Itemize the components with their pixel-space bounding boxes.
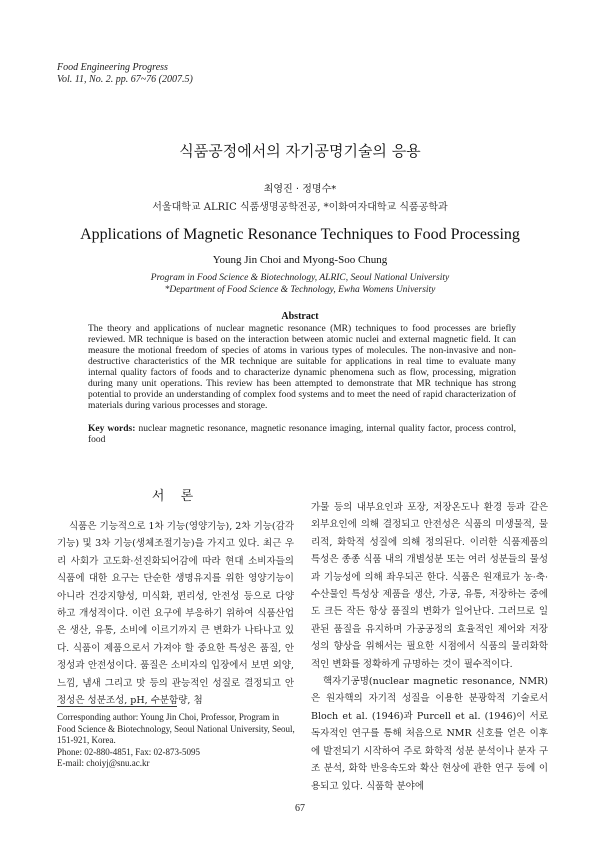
korean-title: 식품공정에서의 자기공명기술의 응용 — [179, 142, 421, 160]
abstract-heading: Abstract — [281, 311, 319, 322]
journal-volume: Vol. 11, No. 2. pp. 67~76 (2007.5) — [57, 74, 193, 85]
abstract-body: The theory and applications of nuclear magnetic resonance (MR) techniques to food processes are briefly reviewed. MR technique is based on the interaction between atomic nuclei and external magnetic field. It can measure the motional freedom of species of atoms in various types of molecules. The non-invasive and non-destructive characteristics of the MR technique are suitable for applications in real time to evaluate many internal quality factors of foods and to characterize dynamic phenomena such as flow, processing, migration during many unit operations. This review has been attempted to demonstrate that MR technique has strong potential to provide an understanding of complex food systems and to meet the need of rapid characterization of materials during various processes and storage. — [88, 324, 516, 411]
left-column — [57, 485, 294, 709]
intro-paragraph-left: 식품은 기능적으로 1차 기능(영양기능), 2차 기능(감각기능) 및 3차 기능(생체조절기능)을 가지고 있다. 최근 우리 사회가 고도화·선진화되어감에 따라 현대 소비자들의 식품에 대한 요구는 단순한 생명유지를 위한 영양기능이 아니라 건강지향성, 미식화, 편리성, 안전성 등으로 다양하고 개성적이다. 이런 요구에 부응하기 위하여 식품산업은 생산, 유통, 소비에 이르기까지 큰 변화가 나타나고 있다. 식품이 제품으로서 가져야 할 중요한 특성은 품질, 안정성과 안전성이다. 품질은 소비자의 입장에서 보면 외양, 느낌, 냄새 그리고 맛 등의 관능적인 성질로 결정되고 안정성은 성분조성, pH, 수분함량, 첨 — [57, 521, 294, 707]
keywords-text: nuclear magnetic resonance, magnetic resonance imaging, internal quality factor, process control, food — [88, 424, 516, 445]
intro-paragraph-right-1: 가물 등의 내부요인과 포장, 저장온도나 환경 등과 같은 외부요인에 의해 결정되고 안전성은 식품의 미생물적, 물리적, 화학적 성질에 의해 정의된다. 이러한 식품제품의 특성은 종종 식품 내의 개별성분 또는 여러 성분들의 물성과 기능성에 의해 좌우되곤 한다. 식품은 원재료가 농·축·수산물인 특성상 제품을 생산, 가공, 유통, 저장하는 중에도 크든 작든 항상 품질의 변화가 일어난다. 그러므로 일관된 품질을 유지하며 가공공정의 효율적인 제어와 저장성의 향상을 위해서는 필요한 시점에서 식품의 물리화학적인 변화를 정확하게 규명하는 것이 필수적이다. — [311, 502, 548, 670]
english-authors: Young Jin Choi and Myong-Soo Chung — [212, 254, 388, 266]
korean-affiliation: 서울대학교 ALRIC 식품생명공학전공, *이화여자대학교 식품공학과 — [152, 202, 448, 213]
page-number: 67 — [295, 803, 305, 814]
intro-paragraph-right-2: 핵자기공명(nuclear magnetic resonance, NMR)은 원자핵의 자기적 성질을 이용한 분광학적 기술로서 Bloch et al. (1946)과 Purcell et al. (1946)이 서로 독자적인 연구를 통해 처음으로 NMR 신호를 얻은 이후에 발전되기 시작하여 주로 화학적 성분 분석이나 분자 구조 분석, 화학 반응속도와 확산 현상에 관한 연구 등에 이용되고 있다. 식품학 분야에 — [311, 676, 548, 792]
korean-authors: 최영진 · 정명수* — [263, 184, 337, 195]
english-title: Applications of Magnetic Resonance Techniques to Food Processing — [80, 226, 520, 243]
footnote-author: Corresponding author: Young Jin Choi, Professor, Program in Food Science & Biotechnology, Seoul National University, Seoul, 151-921, Korea. — [57, 712, 295, 746]
affiliation-line-1: Program in Food Science & Biotechnology, ALRIC, Seoul National University — [150, 273, 450, 283]
english-affiliation — [0, 272, 600, 296]
footnote-divider — [57, 706, 177, 707]
introduction-heading: 서 론 — [151, 489, 200, 504]
affiliation-line-2: *Department of Food Science & Technology, Ewha Womens University — [164, 285, 436, 295]
journal-name: Food Engineering Progress — [57, 62, 168, 73]
footnote-email: E-mail: choiyj@snu.ac.kr — [57, 758, 150, 769]
keywords — [88, 424, 516, 446]
right-column — [311, 499, 548, 795]
keywords-label: Key words: — [88, 424, 136, 434]
corresponding-author-footnote — [57, 712, 297, 770]
journal-header — [57, 62, 193, 86]
footnote-phone: Phone: 02-880-4851, Fax: 02-873-5095 — [57, 746, 200, 757]
